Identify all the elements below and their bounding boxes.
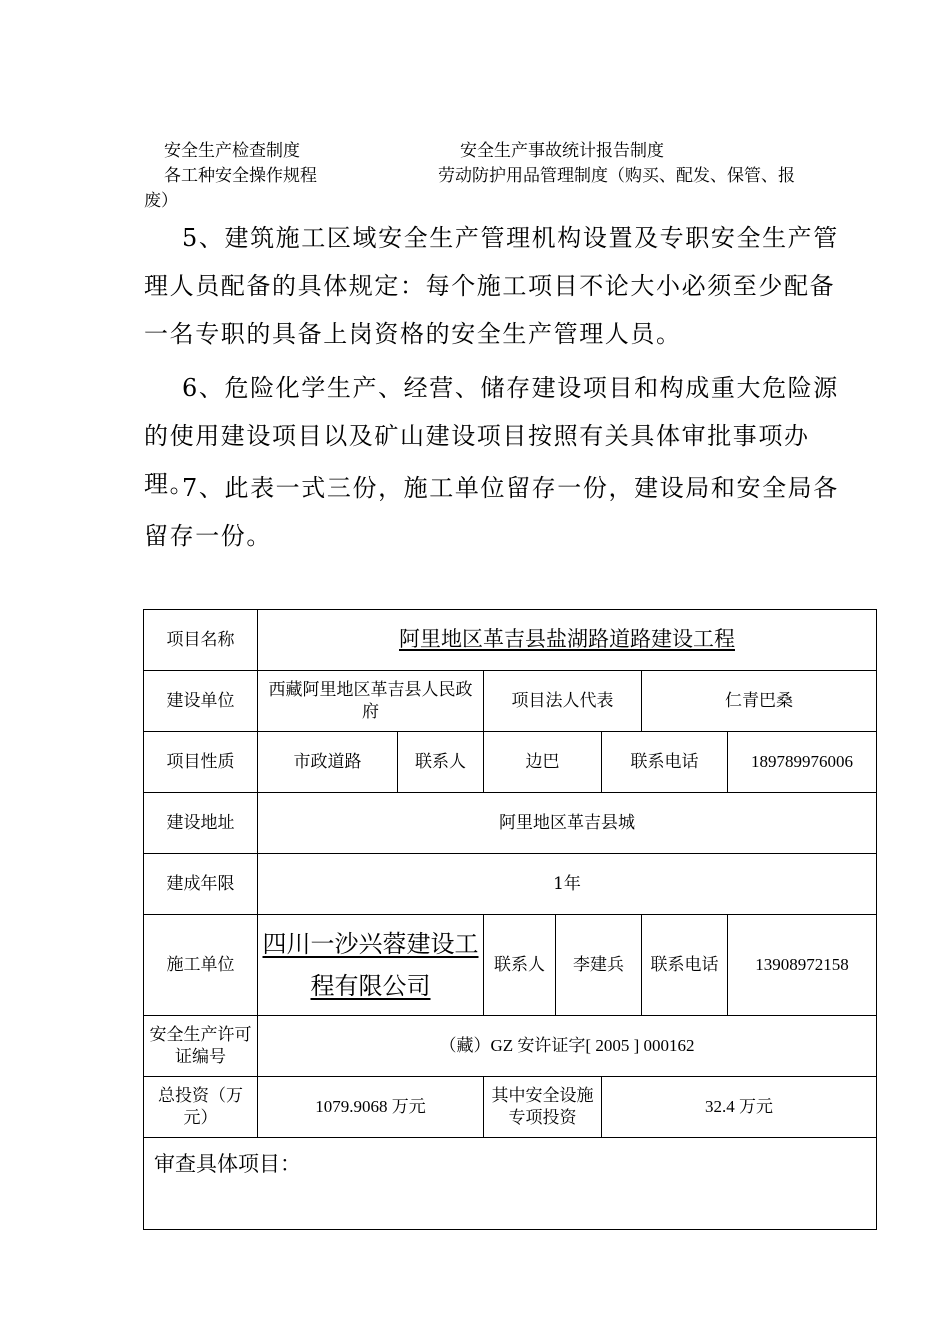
row-address	[144, 793, 877, 854]
contractor-contact-value: 李建兵	[556, 915, 642, 1016]
investment-label: 总投资（万元）	[144, 1077, 258, 1138]
row-nature	[144, 732, 877, 793]
license-label: 安全生产许可证编号	[144, 1016, 258, 1077]
project-name-label: 项目名称	[144, 610, 258, 671]
header-line3: 废）	[144, 191, 178, 211]
contractor-label: 施工单位	[144, 915, 258, 1016]
row-project-name	[144, 610, 877, 671]
owner-phone-label: 联系电话	[602, 732, 728, 793]
investment-value: 1079.9068 万元	[258, 1077, 484, 1138]
review-items-label: 审查具体项目：	[144, 1138, 877, 1230]
row-license	[144, 1016, 877, 1077]
paragraph-5: 5、建筑施工区域安全生产管理机构设置及专职安全生产管理人员配备的具体规定：每个施工项目不论大小必须至少配备一名专职的具备上岗资格的安全生产管理人员。	[144, 224, 839, 348]
row-review	[144, 1138, 877, 1230]
row-contractor	[144, 915, 877, 1016]
contractor-value	[258, 915, 484, 1016]
project-name-text: 阿里地区革吉县盐湖路道路建设工程	[399, 627, 735, 651]
project-form-table	[143, 609, 877, 1230]
row-duration	[144, 854, 877, 915]
owner-contact-label: 联系人	[398, 732, 484, 793]
owner-contact-value: 边巴	[484, 732, 602, 793]
safety-investment-label: 其中安全设施专项投资	[484, 1077, 602, 1138]
contractor-text: 四川一沙兴蓉建设工程有限公司	[262, 930, 479, 1000]
nature-label: 项目性质	[144, 732, 258, 793]
owner-label: 建设单位	[144, 671, 258, 732]
address-label: 建设地址	[144, 793, 258, 854]
license-value: （藏）GZ 安许证字[ 2005 ] 000162	[258, 1016, 877, 1077]
paragraph-6: 6、危险化学生产、经营、储存建设项目和构成重大危险源的使用建设项目以及矿山建设项目按照有关具体审批事项办理。	[144, 374, 839, 498]
duration-label: 建成年限	[144, 854, 258, 915]
duration-value: 1年	[258, 854, 877, 915]
header-line1-right: 安全生产事故统计报告制度	[460, 141, 664, 161]
owner-phone-value: 189789976006	[728, 732, 877, 793]
header-line1-left: 安全生产检查制度	[164, 141, 300, 161]
header-line2-right: 劳动防护用品管理制度（购买、配发、保管、报	[438, 166, 795, 186]
contractor-phone-label: 联系电话	[642, 915, 728, 1016]
header-line2-left: 各工种安全操作规程	[164, 166, 317, 186]
contractor-contact-label: 联系人	[484, 915, 556, 1016]
contractor-phone-value: 13908972158	[728, 915, 877, 1016]
paragraph-7: 7、此表一式三份，施工单位留存一份，建设局和安全局各留存一份。	[144, 474, 839, 550]
owner-value: 西藏阿里地区革吉县人民政府	[258, 671, 484, 732]
row-owner	[144, 671, 877, 732]
nature-value: 市政道路	[258, 732, 398, 793]
project-name-value	[258, 610, 877, 671]
address-value: 阿里地区革吉县城	[258, 793, 877, 854]
legal-rep-label: 项目法人代表	[484, 671, 642, 732]
legal-rep-value: 仁青巴桑	[642, 671, 877, 732]
row-investment	[144, 1077, 877, 1138]
safety-investment-value: 32.4 万元	[602, 1077, 877, 1138]
